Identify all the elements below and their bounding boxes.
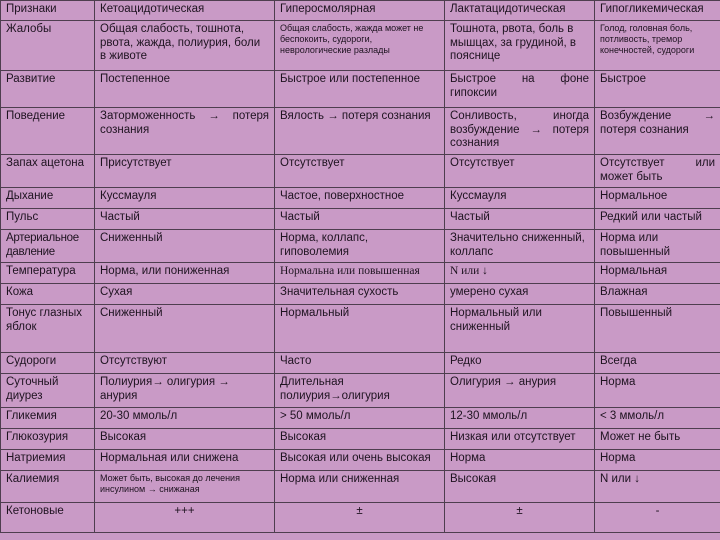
table-header-row: [1, 1, 720, 21]
table-row: [1, 284, 720, 305]
table-cell: Постепенное: [95, 71, 275, 108]
table-cell: Возбуждение → потеря сознания: [595, 108, 720, 155]
table-cell: Норма, коллапс, гиповолемия: [275, 230, 445, 263]
table-cell: Норма: [445, 450, 595, 471]
table-cell: Норма, или пониженная: [95, 263, 275, 284]
table-cell: Нормальный или сниженный: [445, 305, 595, 353]
table-cell: Куссмауля: [95, 188, 275, 209]
row-label: Развитие: [1, 71, 95, 108]
table-cell: Редко: [445, 353, 595, 374]
table-cell: > 50 ммоль/л: [275, 408, 445, 429]
table-cell: Низкая или отсутствует: [445, 429, 595, 450]
table-cell: Быстрое: [595, 71, 720, 108]
table-cell: Сниженный: [95, 230, 275, 263]
table-cell: Куссмауля: [445, 188, 595, 209]
table-row: [1, 188, 720, 209]
table-cell: Сонливость, иногда возбуждение → потеря сознания: [445, 108, 595, 155]
header-cell-signs: Признаки: [1, 1, 95, 21]
table-cell: Общая слабость, тошнота, рвота, жажда, полиурия, боли в животе: [95, 21, 275, 71]
table-row: [1, 263, 720, 284]
table-cell: Может быть, высокая до лечения инсулином → снижаная: [95, 471, 275, 503]
table-cell: Общая слабость, жажда может не беспокоить, судороги, неврологические разлады: [275, 21, 445, 71]
table-cell: Вялость → потеря сознания: [275, 108, 445, 155]
table-cell: Норма или повышенный: [595, 230, 720, 263]
table-cell: Редкий или частый: [595, 209, 720, 230]
row-label: Дыхание: [1, 188, 95, 209]
table-row: [1, 450, 720, 471]
table-cell: Нормальная или снижена: [95, 450, 275, 471]
table-cell: Повышенный: [595, 305, 720, 353]
table-cell: Может не быть: [595, 429, 720, 450]
header-cell-ketoacidotic: Кетоацидотическая: [95, 1, 275, 21]
row-label: Поведение: [1, 108, 95, 155]
table-cell: Нормальный: [275, 305, 445, 353]
row-label: Запах ацетона: [1, 155, 95, 188]
table-cell: Всегда: [595, 353, 720, 374]
row-label: Температура: [1, 263, 95, 284]
table-cell: Частое, поверхностное: [275, 188, 445, 209]
row-label: Гликемия: [1, 408, 95, 429]
table-cell: Быстрое или постепенное: [275, 71, 445, 108]
table-cell: -: [595, 503, 720, 533]
row-label: Артериальное давление: [1, 230, 95, 263]
table-cell: ±: [445, 503, 595, 533]
header-cell-hypoglycemic: Гипогликемическая: [595, 1, 720, 21]
row-label: Калиемия: [1, 471, 95, 503]
table-cell: Нормальная: [595, 263, 720, 284]
table-cell: Норма: [595, 450, 720, 471]
table-cell: 12-30 ммоль/л: [445, 408, 595, 429]
table-cell: Отсутствуют: [95, 353, 275, 374]
table-cell: Влажная: [595, 284, 720, 305]
table-cell: Олигурия → анурия: [445, 374, 595, 408]
table-cell: Присутствует: [95, 155, 275, 188]
table-cell: Сухая: [95, 284, 275, 305]
table-row: [1, 155, 720, 188]
table-row: [1, 209, 720, 230]
table-cell: +++: [95, 503, 275, 533]
table-cell: Быстрое на фоне гипоксии: [445, 71, 595, 108]
row-label: Жалобы: [1, 21, 95, 71]
table-cell: Голод, головная боль, потливость, тремор конечностей, судороги: [595, 21, 720, 71]
table-cell: Отсутствует: [445, 155, 595, 188]
table-row: [1, 230, 720, 263]
table-cell: Норма или сниженная: [275, 471, 445, 503]
table-cell: Заторможенность → потеря сознания: [95, 108, 275, 155]
header-cell-lactic-acidotic: Лактатацидотическая: [445, 1, 595, 21]
table-row: [1, 471, 720, 503]
row-label: Суточный диурез: [1, 374, 95, 408]
table-cell: Норма: [595, 374, 720, 408]
table-cell: < 3 ммоль/л: [595, 408, 720, 429]
table-row: [1, 353, 720, 374]
table-row: [1, 374, 720, 408]
table-cell: Частый: [95, 209, 275, 230]
row-label: Тонус глазных яблок: [1, 305, 95, 353]
row-label: Пульс: [1, 209, 95, 230]
table-cell: Тошнота, рвота, боль в мышцах, за грудиной, в пояснице: [445, 21, 595, 71]
table-row: [1, 305, 720, 353]
table-cell: Значительно сниженный, коллапс: [445, 230, 595, 263]
table-cell: умерено сухая: [445, 284, 595, 305]
row-label: Натриемия: [1, 450, 95, 471]
table-cell: Длительная полиурия→олигурия: [275, 374, 445, 408]
table-cell: Частый: [275, 209, 445, 230]
row-label: Глюкозурия: [1, 429, 95, 450]
table-row: [1, 408, 720, 429]
table-cell: Высокая: [445, 471, 595, 503]
row-label: Кожа: [1, 284, 95, 305]
table-cell: N или ↓: [445, 263, 595, 284]
table-cell: Отсутствует: [275, 155, 445, 188]
table-cell: N или ↓: [595, 471, 720, 503]
table-row: [1, 71, 720, 108]
table-cell: Значительная сухость: [275, 284, 445, 305]
row-label: Судороги: [1, 353, 95, 374]
table-cell: 20-30 ммоль/л: [95, 408, 275, 429]
table-cell: Высокая: [275, 429, 445, 450]
table-cell: Сниженный: [95, 305, 275, 353]
table-cell: Нормальна или повышенная: [275, 263, 445, 284]
table-cell: Полиурия→ олигурия → анурия: [95, 374, 275, 408]
table-row: [1, 21, 720, 71]
table-cell: Высокая или очень высокая: [275, 450, 445, 471]
table-cell: ±: [275, 503, 445, 533]
table-cell: Частый: [445, 209, 595, 230]
table-cell: Часто: [275, 353, 445, 374]
header-cell-hyperosmolar: Гиперосмолярная: [275, 1, 445, 21]
row-label: Кетоновые: [1, 503, 95, 533]
table-row: [1, 429, 720, 450]
table-cell: Высокая: [95, 429, 275, 450]
table-row: [1, 503, 720, 533]
table-row: [1, 108, 720, 155]
table-cell: Отсутствует или может быть: [595, 155, 720, 188]
table-cell: Нормальное: [595, 188, 720, 209]
